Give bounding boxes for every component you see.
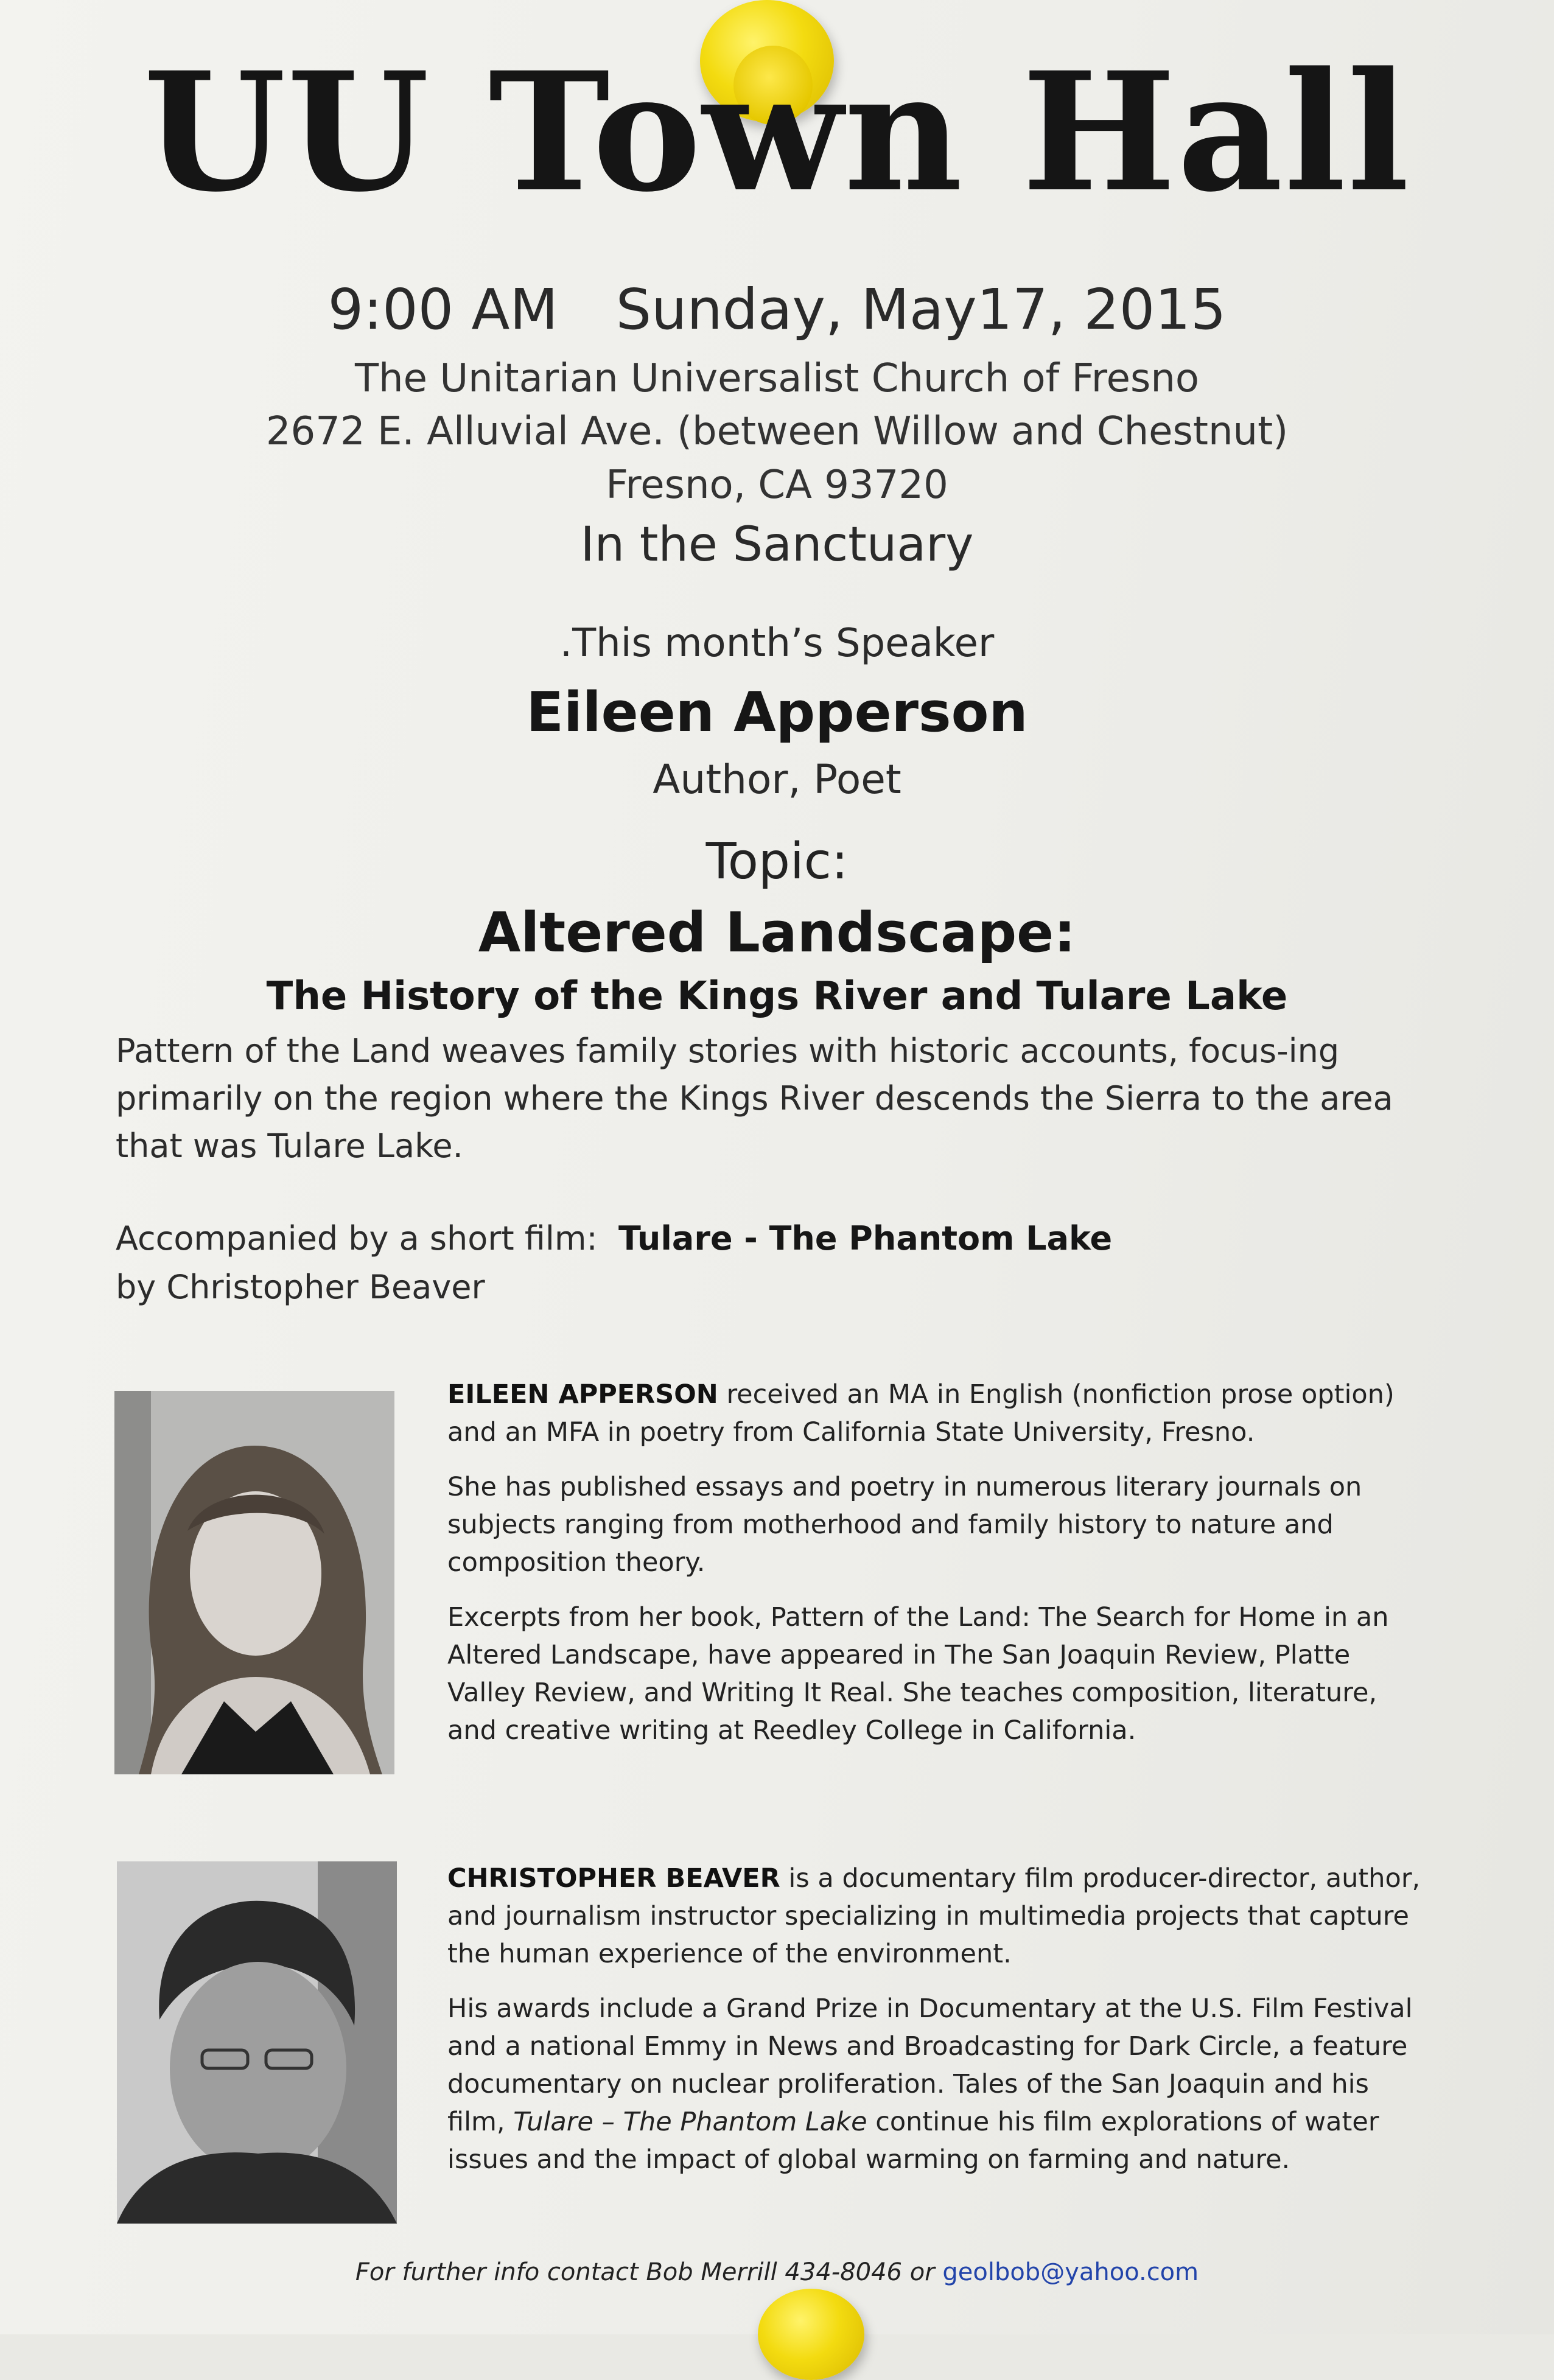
film-note — [116, 1214, 1112, 1312]
contact-footer — [0, 2258, 1554, 2286]
speaker-name: Eileen Apperson — [526, 681, 1028, 744]
contact-text: For further info contact Bob Merrill 434-8046 or — [355, 2258, 943, 2286]
bio-eileen-p1: received an MA in English (nonfiction prose option) and an MFA in poetry from California State University, Fresno. — [447, 1379, 1395, 1447]
event-city: Fresno, CA 93720 — [606, 463, 948, 508]
event-date: Sunday, May17, 2015 — [615, 277, 1227, 342]
film-intro: Accompanied by a short film: — [116, 1219, 598, 1258]
flyer-title: UU Town Hall — [143, 37, 1411, 228]
bio-christopher-p2-rest: continue his film explorations of water issues and the impact of global warming on farming and nature. — [447, 2107, 1379, 2175]
pushpin-icon — [758, 2289, 864, 2380]
film-by: by Christopher Beaver — [116, 1268, 485, 1306]
topic-description: Pattern of the Land weaves family stories with historic accounts, focus-ing primarily on the region where the Kings River descends the Sierra to the area that was Tulare Lake. — [116, 1032, 1393, 1165]
event-venue: The Unitarian Universalist Church of Fresno — [354, 356, 1200, 401]
bio-eileen — [447, 1376, 1433, 1766]
event-street: 2672 E. Alluvial Ave. (between Willow and Chestnut) — [265, 409, 1289, 454]
bio-eileen-p3: Excerpts from her book, Pattern of the Land: The Search for Home in an Altered Landscape, have appeared in The San Joaquin Review, Platte Valley Review, and Writing It Real. She teaches composition, literature, and creative writing at Reedley College in California. — [447, 1602, 1389, 1746]
event-time: 9:00 AM — [327, 277, 558, 342]
speaker-role: Author, Poet — [653, 756, 901, 803]
film-title: Tulare - The Phantom Lake — [618, 1219, 1113, 1258]
topic-subtitle: The History of the Kings River and Tulare Lake — [266, 974, 1288, 1019]
bio-christopher-p2 — [447, 1990, 1433, 2179]
eileen-photo — [114, 1391, 394, 1774]
event-room: In the Sanctuary — [580, 517, 974, 572]
bio-christopher-p2-text: His awards include a Grand Prize in Documentary at the U.S. Film Festival and a national Emmy in News and Broadcasting for Dark Circle, a feature documentary on nuclear proliferation. Tales of the San Joaquin and his film, — [447, 1993, 1413, 2137]
bio-eileen-name: EILEEN APPERSON — [447, 1379, 718, 1410]
topic-label: Topic: — [705, 833, 849, 891]
event-datetime — [0, 277, 1554, 342]
bio-eileen-p2: She has published essays and poetry in numerous literary journals on subjects ranging from motherhood and family history to nature and composition theory. — [447, 1472, 1362, 1578]
speaker-intro: .This month’s Speaker — [559, 621, 995, 666]
topic-title: Altered Landscape: — [478, 901, 1076, 965]
bio-christopher-film: Tulare – The Phantom Lake — [513, 2107, 867, 2137]
bio-christopher-p1: is a documentary film producer-director, author, and journalism instructor specializing in multimedia projects that capture the human experience of the environment. — [447, 1863, 1421, 1969]
bio-christopher — [447, 1860, 1433, 2196]
contact-email-link[interactable]: geolbob@yahoo.com — [942, 2258, 1199, 2286]
bio-christopher-name: CHRISTOPHER BEAVER — [447, 1863, 780, 1894]
christopher-photo — [117, 1861, 397, 2224]
